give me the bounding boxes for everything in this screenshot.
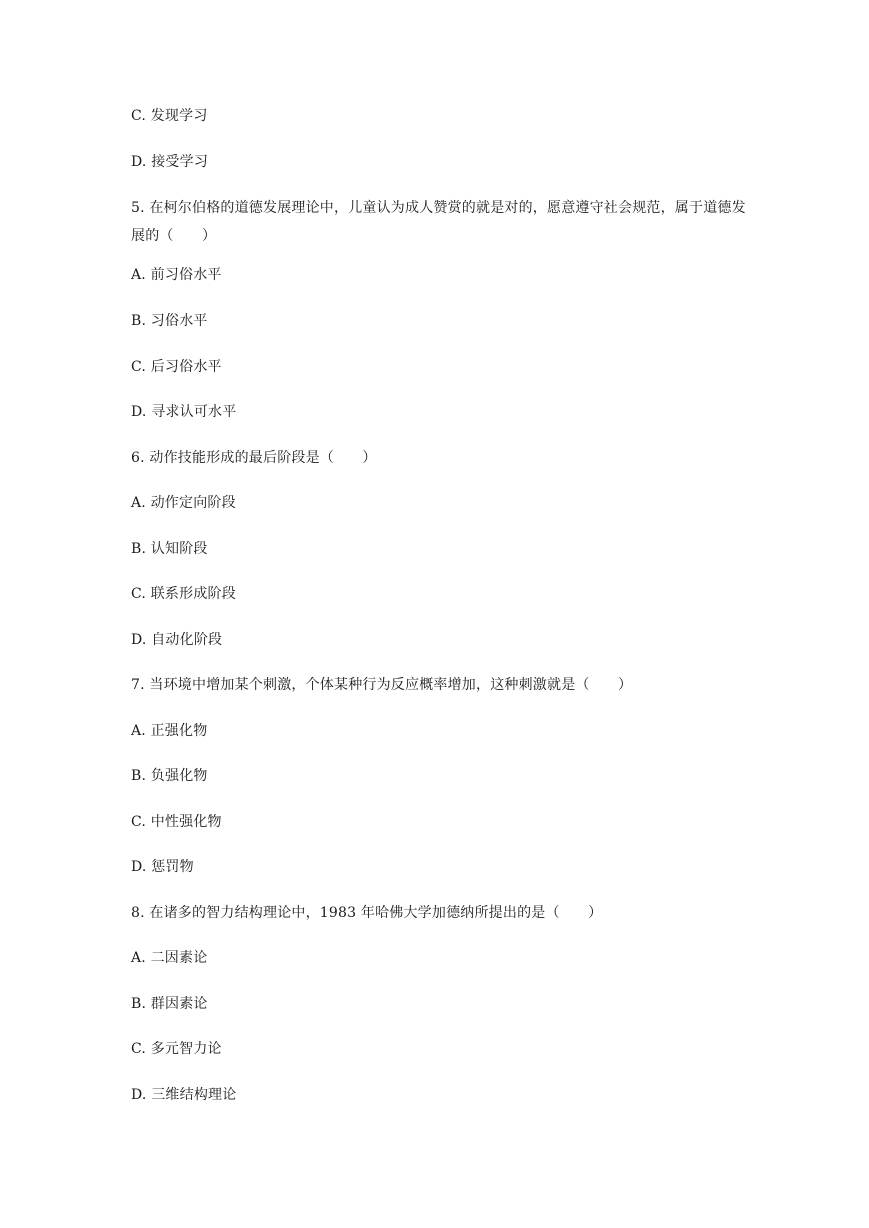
q6-option-a: A. 动作定向阶段 [131, 495, 236, 511]
q8-option-b: B. 群因素论 [131, 996, 208, 1012]
q6-option-b: B. 认知阶段 [131, 541, 208, 557]
q5-option-d: D. 寻求认可水平 [131, 404, 237, 420]
question-8: 8. 在诸多的智力结构理论中，1983 年哈佛大学加德纳所提出的是（ ） [131, 905, 603, 921]
q5-option-c: C. 后习俗水平 [131, 359, 222, 375]
q8-option-d: D. 三维结构理论 [131, 1087, 237, 1103]
q7-option-d: D. 惩罚物 [131, 859, 194, 875]
q7-option-b: B. 负强化物 [131, 768, 208, 784]
q5-option-a: A. 前习俗水平 [131, 267, 222, 283]
q6-option-c: C. 联系形成阶段 [131, 586, 236, 602]
q7-option-a: A. 正强化物 [131, 723, 208, 739]
question-7: 7. 当环境中增加某个刺激，个体某种行为反应概率增加，这种刺激就是（ ） [131, 677, 633, 693]
q5-option-b: B. 习俗水平 [131, 313, 208, 329]
q6-option-d: D. 自动化阶段 [131, 632, 223, 648]
q8-option-a: A. 二因素论 [131, 950, 208, 966]
q4-option-c: C. 发现学习 [131, 108, 208, 124]
q4-option-d: D. 接受学习 [131, 154, 209, 170]
question-6: 6. 动作技能形成的最后阶段是（ ） [131, 450, 377, 466]
q7-option-c: C. 中性强化物 [131, 814, 222, 830]
question-5: 5. 在柯尔伯格的道德发展理论中，儿童认为成人赞赏的就是对的，愿意遵守社会规范，属于道德发展的（ ） [131, 200, 746, 244]
q8-option-c: C. 多元智力论 [131, 1041, 222, 1057]
